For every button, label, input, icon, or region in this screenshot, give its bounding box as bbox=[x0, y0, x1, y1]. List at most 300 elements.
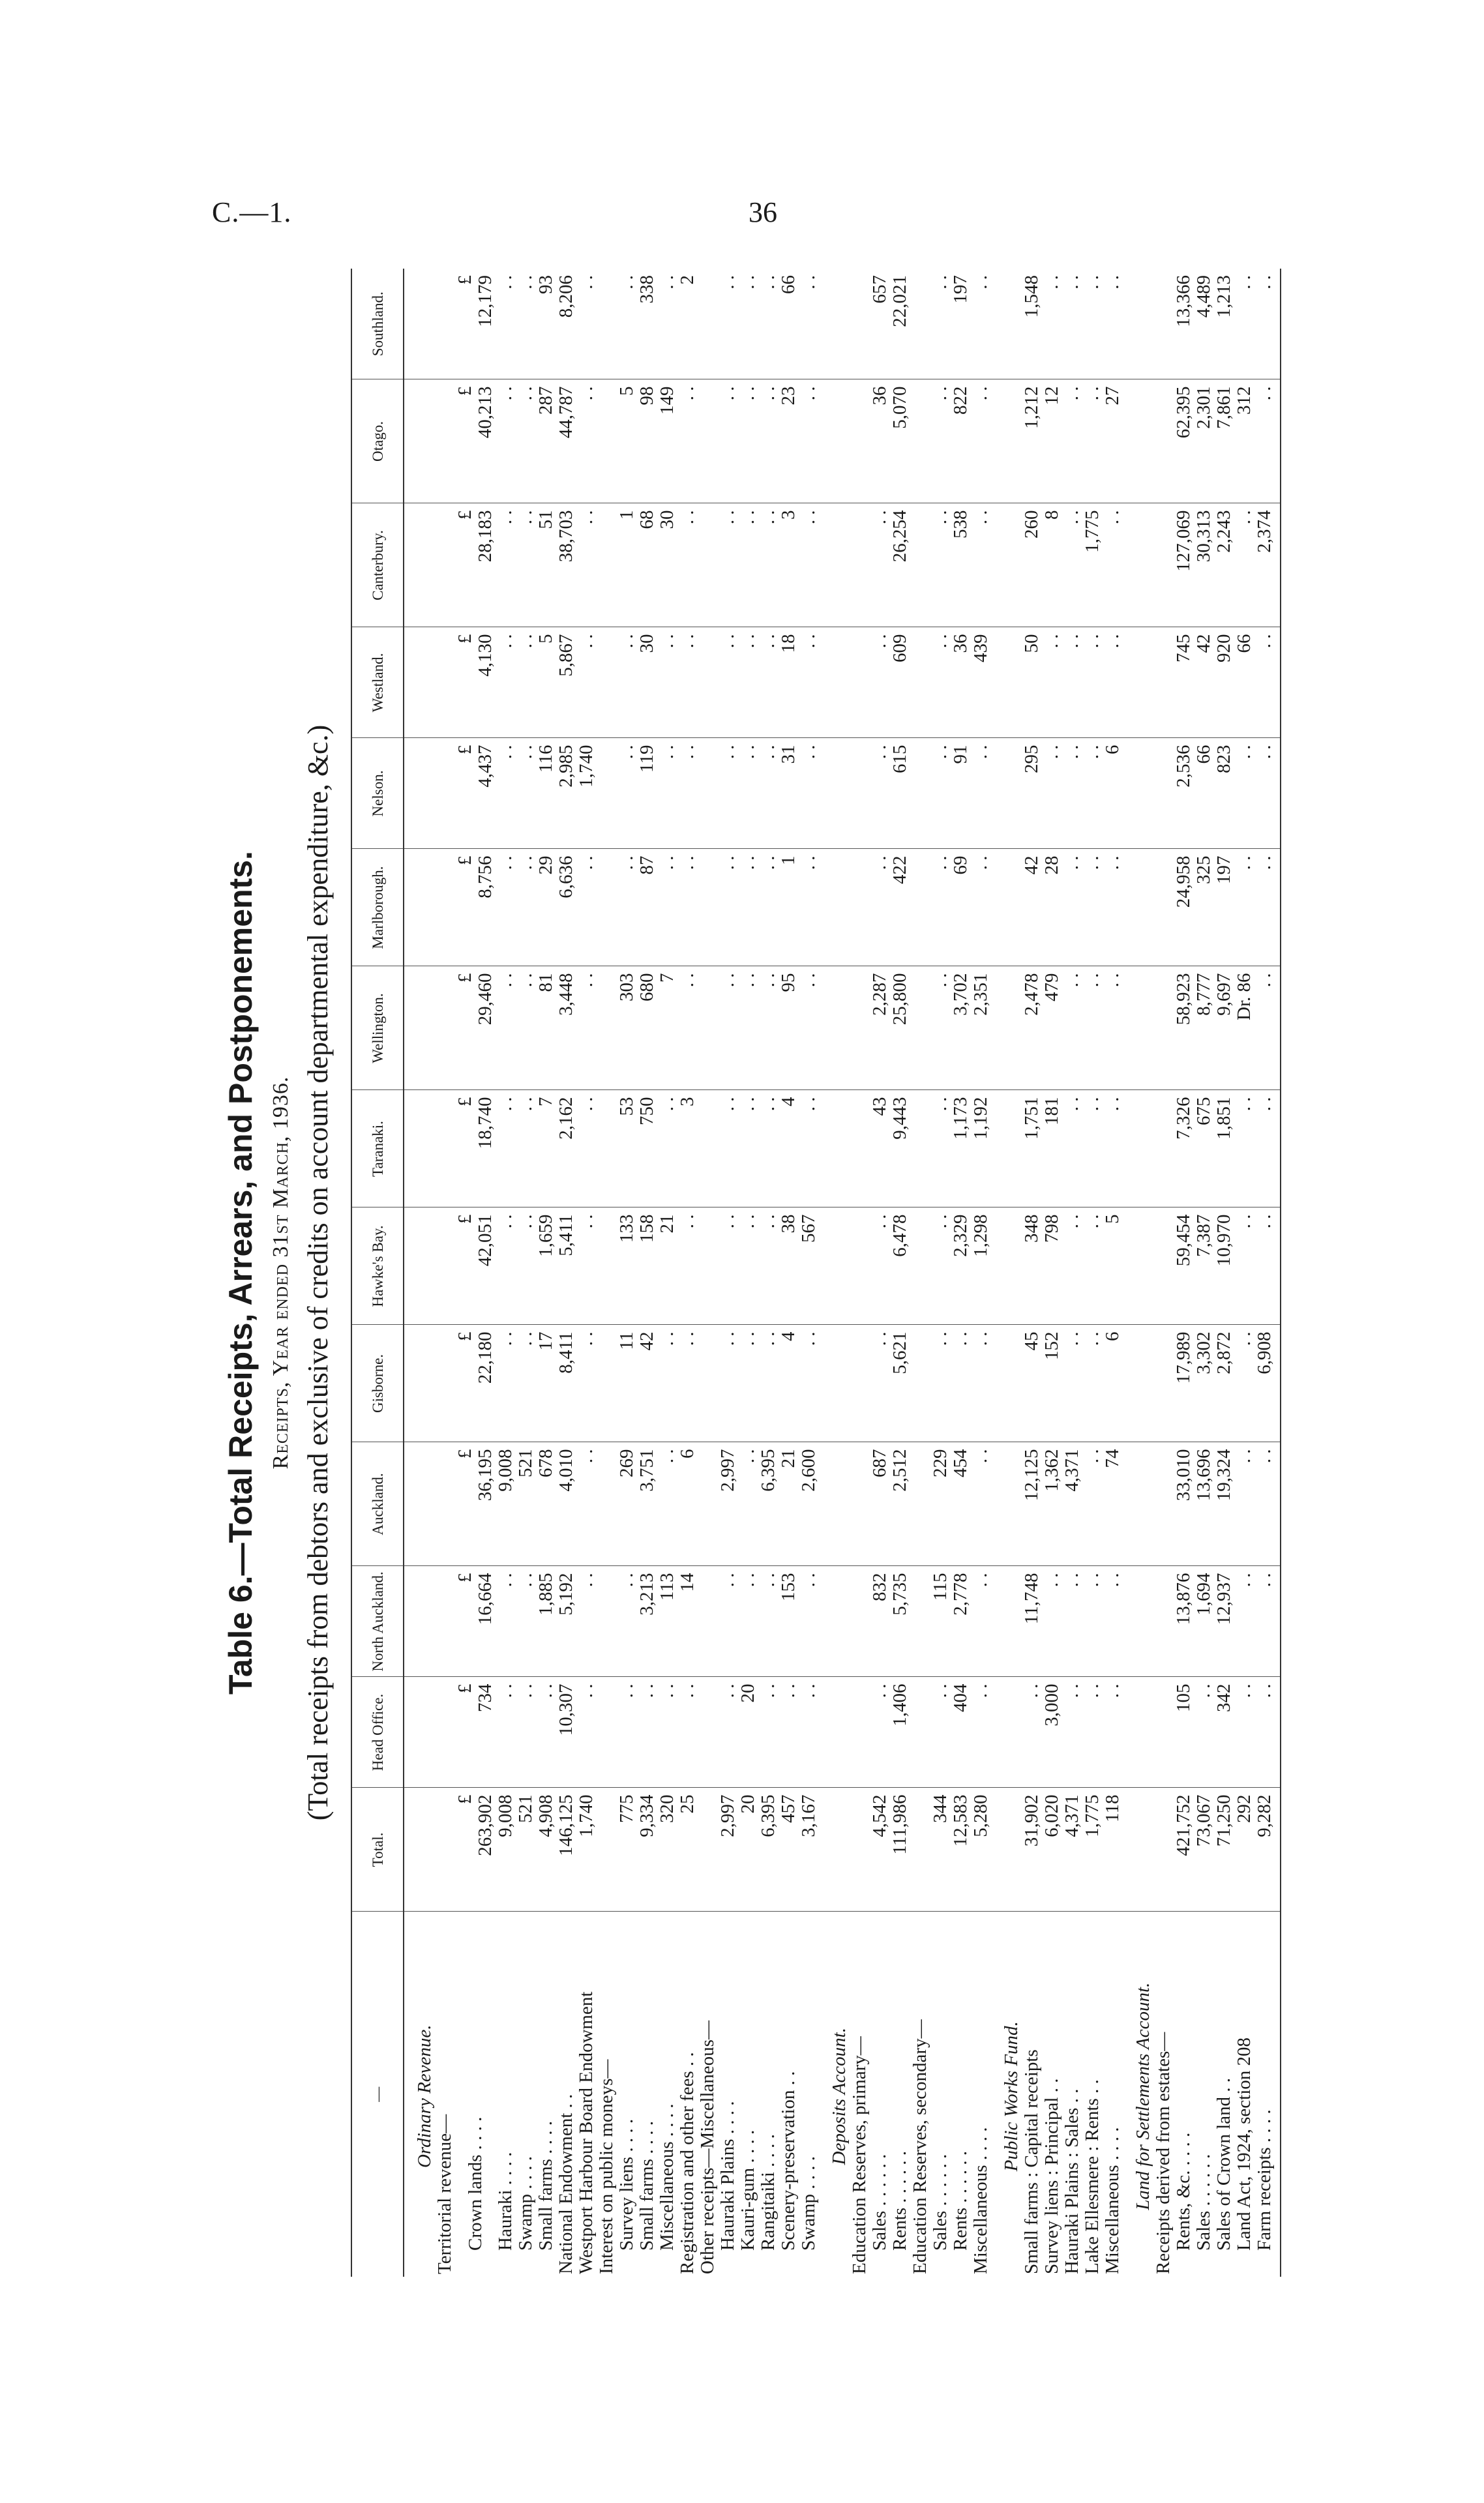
empty-cell bbox=[910, 1677, 930, 1788]
empty-cell bbox=[819, 1788, 850, 1912]
table-cell: . . bbox=[799, 1090, 819, 1207]
empty-cell bbox=[910, 966, 930, 1090]
table-cell: £ 18,740 bbox=[455, 1090, 496, 1207]
table-body bbox=[404, 269, 1281, 2277]
table-cell: 4,542 bbox=[870, 1788, 890, 1912]
table-cell: 6,020 bbox=[1042, 1788, 1062, 1912]
table-cell: 295 bbox=[1022, 738, 1042, 849]
table-cell: 1 bbox=[617, 503, 637, 627]
table-cell: . . bbox=[1082, 1090, 1103, 1207]
table-row bbox=[576, 269, 597, 2277]
table-cell: . . bbox=[576, 269, 597, 379]
empty-cell bbox=[991, 503, 1022, 627]
table-cell: 292 bbox=[1234, 1788, 1254, 1912]
table-cell: 7 bbox=[536, 1090, 556, 1207]
empty-cell bbox=[1123, 379, 1153, 503]
empty-cell bbox=[991, 738, 1022, 849]
column-header: Canterbury. bbox=[351, 503, 404, 627]
table-cell: 13,366 bbox=[1174, 269, 1194, 379]
table-cell: . . bbox=[738, 849, 758, 966]
table-cell: 1,851 bbox=[1214, 1090, 1234, 1207]
empty-cell bbox=[1153, 1325, 1174, 1442]
table-cell: . . bbox=[1234, 849, 1254, 966]
empty-cell bbox=[991, 849, 1022, 966]
table-cell: 1,212 bbox=[1022, 379, 1042, 503]
table-cell: 2,997 bbox=[718, 1788, 738, 1912]
table-cell: 66 bbox=[1194, 738, 1214, 849]
empty-cell bbox=[698, 627, 718, 738]
table-cell: . . bbox=[1254, 627, 1281, 738]
table-cell: 118 bbox=[1103, 1788, 1123, 1912]
table-cell: . . bbox=[799, 503, 819, 627]
empty-cell bbox=[850, 1677, 870, 1788]
table-cell: . . bbox=[930, 269, 951, 379]
table-cell: . . bbox=[1042, 1566, 1062, 1677]
table-cell: £ 4,437 bbox=[455, 738, 496, 849]
table-cell: 28 bbox=[1042, 849, 1062, 966]
table-cell: . . bbox=[1234, 1207, 1254, 1325]
table-row bbox=[718, 269, 738, 2277]
table-cell: 42 bbox=[1022, 849, 1042, 966]
table-cell: 133 bbox=[617, 1207, 637, 1325]
empty-cell bbox=[698, 738, 718, 849]
table-cell: 687 bbox=[870, 1442, 890, 1566]
empty-cell bbox=[597, 503, 617, 627]
table-cell: . . bbox=[718, 966, 738, 1090]
table-cell: 91 bbox=[951, 738, 971, 849]
empty-cell bbox=[597, 1442, 617, 1566]
empty-cell bbox=[698, 1325, 718, 1442]
table-row bbox=[1153, 269, 1174, 2277]
table-cell: 3,000 bbox=[1042, 1677, 1062, 1788]
table-cell: . . bbox=[1103, 1677, 1123, 1788]
table-cell: . . bbox=[779, 1677, 799, 1788]
table-cell: . . bbox=[516, 738, 536, 849]
table-cell: 197 bbox=[951, 269, 971, 379]
table-cell: 615 bbox=[890, 738, 910, 849]
empty-cell bbox=[910, 1788, 930, 1912]
table-cell: £ 22,180 bbox=[455, 1325, 496, 1442]
row-label: Survey liens : Principal . . bbox=[1041, 2078, 1062, 2274]
table-cell: . . bbox=[951, 1325, 971, 1442]
empty-cell bbox=[850, 1566, 870, 1677]
empty-cell bbox=[435, 1090, 455, 1207]
table-cell: . . bbox=[930, 379, 951, 503]
table-cell: 10,970 bbox=[1214, 1207, 1234, 1325]
receipts-table bbox=[351, 269, 1281, 2277]
table-cell: 1,298 bbox=[971, 1207, 991, 1325]
table-cell: . . bbox=[1194, 1677, 1214, 1788]
empty-cell bbox=[435, 379, 455, 503]
empty-cell bbox=[1123, 849, 1153, 966]
table-cell: £ 28,183 bbox=[455, 503, 496, 627]
table-cell: . . bbox=[677, 966, 698, 1090]
empty-cell bbox=[991, 1677, 1022, 1788]
row-label: Hauraki Plains : Sales . . bbox=[1061, 2088, 1082, 2274]
table-cell: . . bbox=[1082, 379, 1103, 503]
table-cell: 31 bbox=[779, 738, 799, 849]
table-cell: 657 bbox=[870, 269, 890, 379]
table-cell: 5 bbox=[1103, 1207, 1123, 1325]
table-cell: . . bbox=[738, 269, 758, 379]
table-cell: . . bbox=[516, 1325, 536, 1442]
table-row bbox=[496, 269, 516, 2277]
empty-cell bbox=[597, 1090, 617, 1207]
table-cell: 36 bbox=[951, 627, 971, 738]
table-row bbox=[637, 269, 657, 2277]
table-cell: . . bbox=[516, 627, 536, 738]
table-cell: . . bbox=[1234, 1442, 1254, 1566]
table-cell: . . bbox=[1254, 1207, 1281, 1325]
empty-cell bbox=[1123, 966, 1153, 1090]
table-cell: 69 bbox=[951, 849, 971, 966]
empty-cell bbox=[1123, 1325, 1153, 1442]
table-cell: . . bbox=[930, 966, 951, 1090]
empty-cell bbox=[1123, 1788, 1153, 1912]
table-cell: . . bbox=[971, 503, 991, 627]
table-cell: . . bbox=[758, 503, 779, 627]
table-cell: 1,775 bbox=[1082, 503, 1103, 627]
table-cell: 567 bbox=[799, 1207, 819, 1325]
table-row bbox=[677, 269, 698, 2277]
table-title: Table 6.—Total Receipts, Arrears, and Postponements. bbox=[222, 851, 259, 1695]
table-cell: 149 bbox=[657, 379, 677, 503]
table-cell: £ 4,130 bbox=[455, 627, 496, 738]
empty-cell bbox=[850, 966, 870, 1090]
table-cell: 66 bbox=[779, 269, 799, 379]
table-cell: . . bbox=[971, 1566, 991, 1677]
table-cell: . . bbox=[870, 738, 890, 849]
table-cell: 2,997 bbox=[718, 1442, 738, 1566]
table-row bbox=[1214, 269, 1234, 2277]
table-cell: . . bbox=[1103, 1566, 1123, 1677]
empty-cell bbox=[597, 627, 617, 738]
table-cell: . . bbox=[1042, 269, 1062, 379]
table-cell: . . bbox=[657, 1442, 677, 1566]
empty-cell bbox=[1153, 1442, 1174, 1566]
table-cell: £ 36,195 bbox=[455, 1442, 496, 1566]
table-cell: 521 bbox=[516, 1788, 536, 1912]
table-cell: 11 bbox=[617, 1325, 637, 1442]
table-cell: 2,329 bbox=[951, 1207, 971, 1325]
table-cell: 9,443 bbox=[890, 1090, 910, 1207]
table-cell: . . bbox=[677, 627, 698, 738]
table-cell: . . bbox=[576, 966, 597, 1090]
table-cell: . . bbox=[758, 1325, 779, 1442]
table-cell: 439 bbox=[971, 627, 991, 738]
table-cell: 7,326 bbox=[1174, 1090, 1194, 1207]
row-label: Territorial revenue— bbox=[434, 2114, 455, 2274]
table-row bbox=[991, 269, 1022, 2277]
empty-cell bbox=[991, 966, 1022, 1090]
row-label: Rangitaiki . . . . bbox=[758, 2134, 779, 2251]
empty-cell bbox=[435, 1788, 455, 1912]
table-cell: 338 bbox=[637, 269, 657, 379]
table-cell: 19,324 bbox=[1214, 1442, 1234, 1566]
empty-cell bbox=[850, 1325, 870, 1442]
table-cell: 454 bbox=[951, 1442, 971, 1566]
table-cell: . . bbox=[971, 1677, 991, 1788]
empty-cell bbox=[910, 1442, 930, 1566]
table-cell: . . bbox=[496, 379, 516, 503]
table-row bbox=[455, 269, 496, 2277]
table-cell: 2,512 bbox=[890, 1442, 910, 1566]
table-cell: 3,702 bbox=[951, 966, 971, 1090]
empty-cell bbox=[910, 379, 930, 503]
table-cell: 4 bbox=[779, 1325, 799, 1442]
table-cell: . . bbox=[617, 1566, 637, 1677]
table-cell: 823 bbox=[1214, 738, 1234, 849]
empty-cell bbox=[1153, 1566, 1174, 1677]
table-cell: . . bbox=[677, 1677, 698, 1788]
column-header: Hawke's Bay. bbox=[351, 1207, 404, 1325]
table-cell: 1,362 bbox=[1042, 1442, 1062, 1566]
table-cell: 62,395 bbox=[1174, 379, 1194, 503]
table-cell: . . bbox=[496, 503, 516, 627]
empty-cell bbox=[404, 849, 435, 966]
table-cell: 2,872 bbox=[1214, 1325, 1234, 1442]
empty-cell bbox=[1153, 627, 1174, 738]
table-cell: 105 bbox=[1174, 1677, 1194, 1788]
table-cell: . . bbox=[799, 966, 819, 1090]
row-label: Swamp . . . . bbox=[515, 2156, 536, 2251]
table-cell: 5,280 bbox=[971, 1788, 991, 1912]
empty-cell bbox=[819, 738, 850, 849]
table-cell: . . bbox=[758, 627, 779, 738]
empty-cell bbox=[404, 738, 435, 849]
table-cell: . . bbox=[718, 503, 738, 627]
table-cell: . . bbox=[1103, 503, 1123, 627]
table-row bbox=[556, 269, 576, 2277]
empty-cell bbox=[1123, 1207, 1153, 1325]
table-cell: 2,536 bbox=[1174, 738, 1194, 849]
table-cell: . . bbox=[576, 627, 597, 738]
row-label: Rents . . . . . . bbox=[889, 2150, 910, 2251]
table-cell: . . bbox=[799, 1677, 819, 1788]
empty-cell bbox=[991, 1788, 1022, 1912]
table-cell: 9,282 bbox=[1254, 1788, 1281, 1912]
column-header: Westland. bbox=[351, 627, 404, 738]
table-cell: 153 bbox=[779, 1566, 799, 1677]
table-cell: 146,125 bbox=[556, 1788, 576, 1912]
table-row bbox=[617, 269, 637, 2277]
table-cell: . . bbox=[758, 738, 779, 849]
table-cell: 920 bbox=[1214, 627, 1234, 738]
table-cell: . . bbox=[576, 1677, 597, 1788]
table-cell: . . bbox=[971, 1325, 991, 1442]
table-row bbox=[1082, 269, 1103, 2277]
table-cell: 29 bbox=[536, 849, 556, 966]
empty-cell bbox=[1153, 849, 1174, 966]
table-cell: 5 bbox=[536, 627, 556, 738]
table-cell: 7 bbox=[657, 966, 677, 1090]
empty-cell bbox=[850, 1207, 870, 1325]
table-cell: . . bbox=[536, 1677, 556, 1788]
table-cell: . . bbox=[738, 503, 758, 627]
table-cell: . . bbox=[799, 1325, 819, 1442]
row-label: Survey liens . . . . bbox=[616, 2118, 637, 2251]
page-number: 36 bbox=[749, 196, 777, 228]
empty-cell bbox=[597, 738, 617, 849]
table-cell: . . bbox=[799, 379, 819, 503]
row-label: Farm receipts . . . . bbox=[1254, 1912, 1281, 2277]
table-cell: . . bbox=[1082, 849, 1103, 966]
empty-cell bbox=[1123, 1090, 1153, 1207]
table-cell: . . bbox=[1062, 1325, 1082, 1442]
row-label: Sales . . . . . . bbox=[869, 2154, 890, 2251]
table-cell: . . bbox=[738, 627, 758, 738]
table-cell: 66 bbox=[1234, 627, 1254, 738]
table-cell: 58,923 bbox=[1174, 966, 1194, 1090]
empty-cell bbox=[991, 1566, 1022, 1677]
table-cell: 5,192 bbox=[556, 1566, 576, 1677]
empty-cell bbox=[698, 1677, 718, 1788]
table-cell: 2,301 bbox=[1194, 379, 1214, 503]
empty-cell bbox=[1123, 627, 1153, 738]
table-cell: 30,313 bbox=[1194, 503, 1214, 627]
table-cell: . . bbox=[1062, 379, 1082, 503]
table-cell: . . bbox=[516, 1677, 536, 1788]
table-cell: . . bbox=[718, 379, 738, 503]
table-cell: 25 bbox=[677, 1788, 698, 1912]
table-cell: 7,861 bbox=[1214, 379, 1234, 503]
table-cell: 5,735 bbox=[890, 1566, 910, 1677]
table-cell: . . bbox=[718, 1090, 738, 1207]
table-row bbox=[516, 269, 536, 2277]
table-cell: 4,371 bbox=[1062, 1788, 1082, 1912]
table-cell: 6,478 bbox=[890, 1207, 910, 1325]
table-cell: . . bbox=[1062, 849, 1082, 966]
table-cell: . . bbox=[1062, 966, 1082, 1090]
table-cell: 2,287 bbox=[870, 966, 890, 1090]
table-cell: . . bbox=[677, 503, 698, 627]
empty-cell bbox=[819, 1207, 850, 1325]
table-cell: . . bbox=[1254, 1677, 1281, 1788]
table-cell: . . bbox=[657, 1325, 677, 1442]
table-row bbox=[910, 269, 930, 2277]
table-cell: . . bbox=[1022, 1677, 1042, 1788]
table-cell: . . bbox=[870, 1325, 890, 1442]
table-cell: . . bbox=[1062, 1566, 1082, 1677]
table-cell: 3,448 bbox=[556, 966, 576, 1090]
table-cell: 457 bbox=[779, 1788, 799, 1912]
empty-cell bbox=[850, 269, 870, 379]
table-cell: 50 bbox=[1022, 627, 1042, 738]
row-label: Hauraki . . . . bbox=[495, 2152, 516, 2251]
table-cell: 71,250 bbox=[1214, 1788, 1234, 1912]
table-row bbox=[971, 269, 991, 2277]
table-cell: 42 bbox=[1194, 627, 1214, 738]
table-cell: 115 bbox=[930, 1566, 951, 1677]
empty-cell bbox=[819, 966, 850, 1090]
table-cell: 609 bbox=[890, 627, 910, 738]
table-cell: . . bbox=[516, 1090, 536, 1207]
empty-cell bbox=[597, 1788, 617, 1912]
row-label: Other receipts—Miscellaneous— bbox=[697, 2021, 718, 2274]
table-cell: 111,986 bbox=[890, 1788, 910, 1912]
empty-cell bbox=[850, 849, 870, 966]
table-cell: 21 bbox=[657, 1207, 677, 1325]
table-cell: . . bbox=[496, 849, 516, 966]
table-cell: . . bbox=[738, 1325, 758, 1442]
table-cell: . . bbox=[1254, 966, 1281, 1090]
table-cell: . . bbox=[799, 627, 819, 738]
row-label: Small farms : Capital receipts bbox=[1021, 2049, 1042, 2274]
table-cell: £ 263,902 bbox=[455, 1788, 496, 1912]
table-cell: . . bbox=[576, 849, 597, 966]
table-cell: 3,302 bbox=[1194, 1325, 1214, 1442]
table-cell: . . bbox=[657, 627, 677, 738]
table-row bbox=[1103, 269, 1123, 2277]
empty-cell bbox=[404, 966, 435, 1090]
table-cell: . . bbox=[758, 269, 779, 379]
table-cell: 9,334 bbox=[637, 1788, 657, 1912]
table-cell: 2 bbox=[677, 269, 698, 379]
empty-cell bbox=[597, 1566, 617, 1677]
empty-cell bbox=[910, 738, 930, 849]
empty-cell bbox=[435, 738, 455, 849]
empty-cell bbox=[819, 269, 850, 379]
table-row bbox=[1234, 269, 1254, 2277]
table-cell: 832 bbox=[870, 1566, 890, 1677]
row-label: Interest on public moneys— bbox=[596, 2059, 617, 2274]
table-cell: Dr. 86 bbox=[1234, 966, 1254, 1090]
column-header: Head Office. bbox=[351, 1677, 404, 1788]
empty-cell bbox=[910, 1207, 930, 1325]
row-label: Crown lands . . . . bbox=[464, 2116, 486, 2251]
empty-cell bbox=[698, 269, 718, 379]
table-cell: . . bbox=[677, 1325, 698, 1442]
empty-cell bbox=[819, 1566, 850, 1677]
table-cell: . . bbox=[738, 966, 758, 1090]
empty-cell bbox=[991, 1325, 1022, 1442]
table-cell: 12 bbox=[1042, 379, 1062, 503]
table-cell: 3 bbox=[677, 1090, 698, 1207]
table-cell: . . bbox=[1234, 1566, 1254, 1677]
empty-cell bbox=[404, 1788, 435, 1912]
table-cell: 9,008 bbox=[496, 1788, 516, 1912]
table-cell: . . bbox=[758, 966, 779, 1090]
table-cell: . . bbox=[677, 849, 698, 966]
empty-cell bbox=[850, 1788, 870, 1912]
table-cell: . . bbox=[1103, 269, 1123, 379]
empty-cell bbox=[404, 1207, 435, 1325]
row-label: Sales . . . . . . bbox=[1193, 2154, 1214, 2251]
table-subtitle: Receipts, Year ended 31st March, 1936. bbox=[269, 1076, 293, 1470]
column-header: Gisborne. bbox=[351, 1325, 404, 1442]
table-cell: . . bbox=[718, 1566, 738, 1677]
empty-cell bbox=[404, 269, 435, 379]
table-cell: 13,696 bbox=[1194, 1442, 1214, 1566]
table-cell: 6,636 bbox=[556, 849, 576, 966]
table-row bbox=[435, 269, 455, 2277]
table-cell: . . bbox=[718, 269, 738, 379]
empty-cell bbox=[404, 1090, 435, 1207]
table-cell: 59,454 bbox=[1174, 1207, 1194, 1325]
row-label: Scenery-preservation . . bbox=[778, 2071, 799, 2251]
table-cell: 5 bbox=[617, 379, 637, 503]
table-cell: 798 bbox=[1042, 1207, 1062, 1325]
table-cell: 2,374 bbox=[1254, 503, 1281, 627]
empty-cell bbox=[597, 849, 617, 966]
table-row bbox=[930, 269, 951, 2277]
table-cell: . . bbox=[1254, 269, 1281, 379]
empty-cell bbox=[597, 1325, 617, 1442]
table-cell: . . bbox=[1082, 1325, 1103, 1442]
table-cell: 158 bbox=[637, 1207, 657, 1325]
table-cell: . . bbox=[738, 1566, 758, 1677]
table-cell: . . bbox=[758, 1677, 779, 1788]
